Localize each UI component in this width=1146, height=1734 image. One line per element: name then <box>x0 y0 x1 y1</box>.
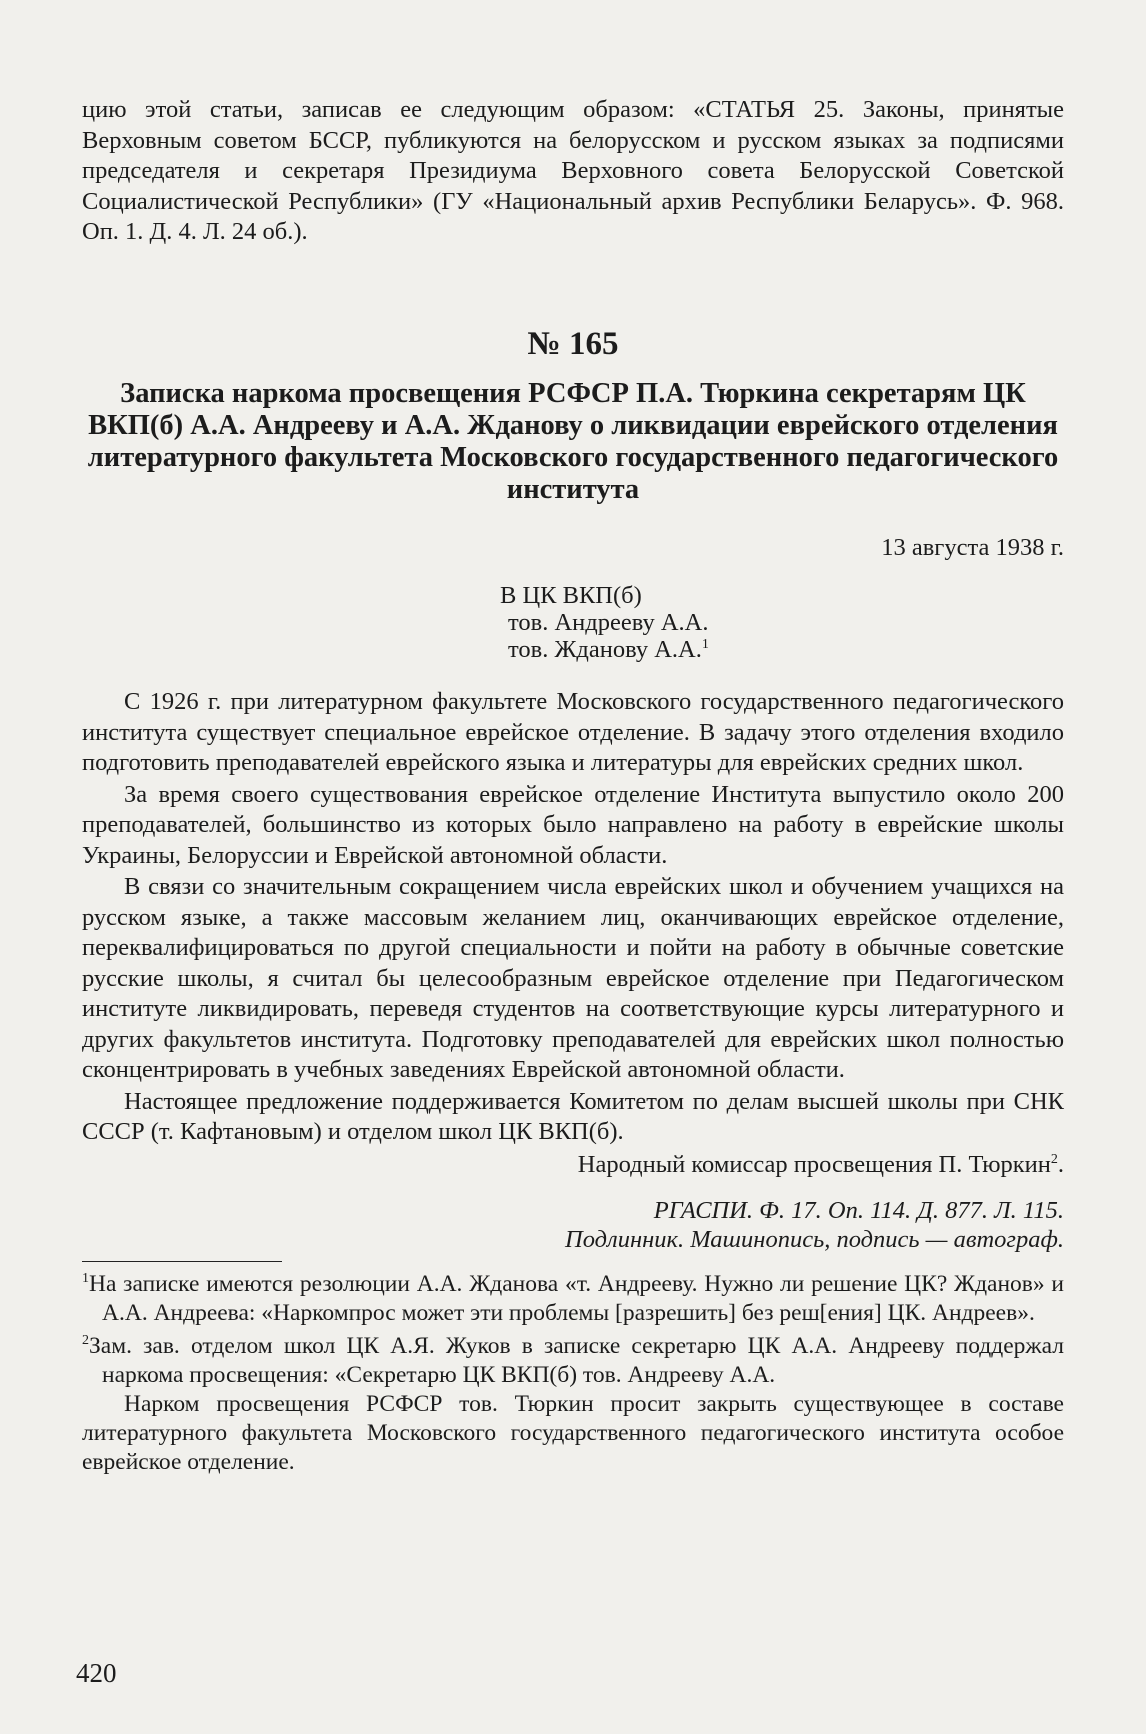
signature-line: Народный комиссар просвещения П. Тюркин$^2$. <box>577 1150 1064 1178</box>
footnotes <box>82 1270 1064 1477</box>
addressee-name: тов. Жданову А.А. <box>508 636 702 663</box>
footnote-2-continued: Нарком просвещения РСФСР тов. Тюркин просит закрыть существующее в составе литературного факультета Московского государственного педагогического института особое еврейское отделение. <box>82 1391 1064 1475</box>
addressee-block <box>500 582 1064 663</box>
document-date: 13 августа 1938 г. <box>881 533 1064 561</box>
signature-text: Народный комиссар просвещения П. Тюркин <box>577 1150 1051 1178</box>
footnote-2 <box>82 1332 1064 1390</box>
archive-citation: РГАСПИ. Ф. 17. Оп. 114. Д. 877. Л. 115. <box>653 1197 1064 1224</box>
body-paragraph: Настоящее предложение поддерживается Комитетом по делам высшей школы при СНК СССР (т. Кафтановым) и отделом школ ЦК ВКП(б). <box>82 1087 1064 1145</box>
document-number: № 165 <box>527 325 619 362</box>
body-paragraph: За время своего существования еврейское отделение Института выпустило около 200 преподавателей, большинство из которых было направлено на работу в еврейские школы Украины, Белоруссии и Еврейской автономной области. <box>82 780 1064 869</box>
footnote-mark: 2 <box>82 1333 89 1349</box>
archive-note: Подлинник. Машинопись, подпись — автограф. <box>565 1226 1064 1253</box>
footnote-ref: 1 <box>701 636 709 652</box>
archive-reference <box>82 1196 1064 1254</box>
document-title: Записка наркома просвещения РСФСР П.А. Тюркина секретарям ЦК ВКП(б) А.А. Андрееву и А.А. Жданову о ликвидации еврейского отделения литературного факультета Московского государственного педагогического института <box>87 377 1059 505</box>
addressee-line: В ЦК ВКП(б) <box>500 582 642 609</box>
addressee-line: тов. Андрееву А.А. <box>508 609 709 636</box>
book-page <box>82 95 1064 1477</box>
footnote-mark: 1 <box>82 1271 89 1287</box>
letter-body <box>82 687 1064 1148</box>
footnote-1 <box>82 1270 1064 1328</box>
continued-paragraph: цию этой статьи, записав ее следующим образом: «СТАТЬЯ 25. Законы, принятые Верховным советом БССР, публикуются на белорусском и русском языках за подписями председателя и секретаря Президиума Верховного совета Белорусской Советской Социалистической Республики» (ГУ «Национальный архив Республики Беларусь». Ф. 968. Оп. 1. Д. 4. Л. 24 об.). <box>82 96 1064 245</box>
footnote-ref: 2 <box>1050 1151 1058 1167</box>
footnote-divider <box>82 1261 282 1262</box>
footnote-text: Зам. зав. отделом школ ЦК А.Я. Жуков в записке секретарю ЦК А.А. Андрееву поддержал наркома просвещения: «Секретарю ЦК ВКП(б) тов. Андрееву А.А. <box>89 1333 1064 1388</box>
addressee-line <box>500 636 1064 663</box>
page-number: 420 <box>76 1658 117 1688</box>
body-paragraph: В связи со значительным сокращением числа еврейских школ и обучением учащихся на русском языке, а также массовым желанием лиц, оканчивающих еврейское отделение, переквалифицироваться по другой специальности и пойти на работу в обычные советские русские школы, я считал бы целесообразным еврейское отделение при Педагогическом институте ликвидировать, переведя студентов на соответствующие курсы литературного и других факультетов института. Подготовку преподавателей для еврейских школ полностью сконцентрировать в учебных заведениях Еврейской автономной области. <box>82 873 1064 1083</box>
body-paragraph: С 1926 г. при литературном факультете Московского государственного педагогического института существует специальное еврейское отделение. В задачу этого отделения входило подготовить преподавателей еврейского языка и литературы для еврейских средних школ. <box>82 688 1064 776</box>
footnote-text: На записке имеются резолюции А.А. Жданова «т. Андрееву. Нужно ли решение ЦК? Жданов» и А.А. Андреева: «Наркомпрос может эти проблемы [разрешить] без реш[ения] ЦК. Андреев». <box>89 1271 1064 1326</box>
